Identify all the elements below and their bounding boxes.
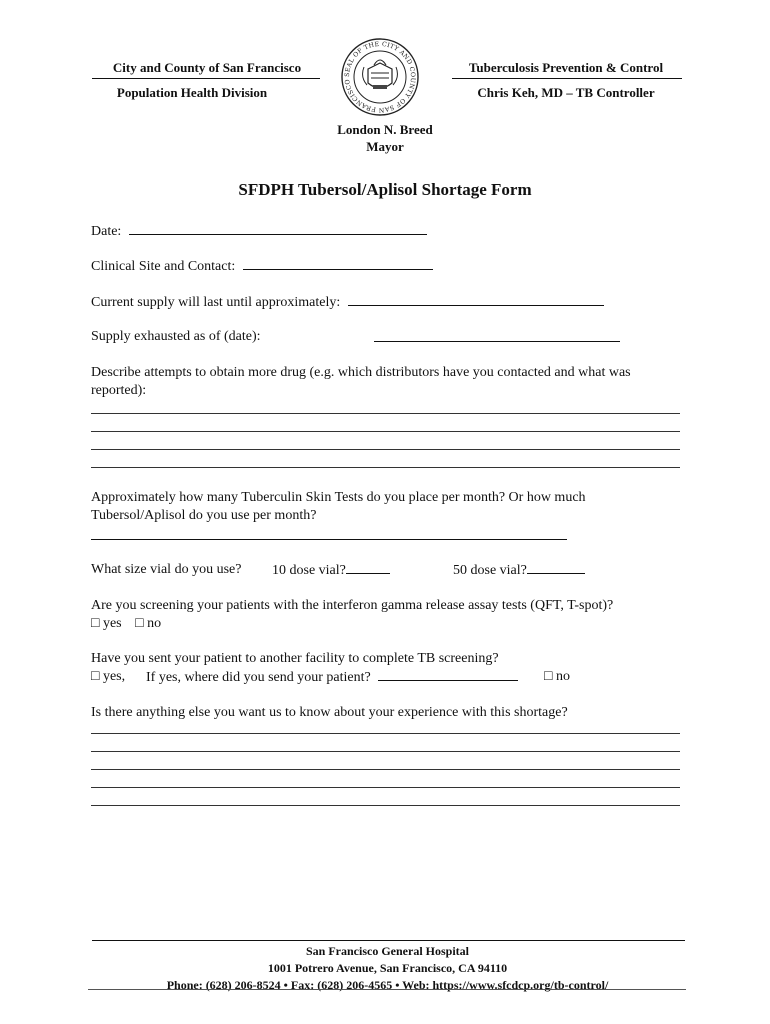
footer-hospital: San Francisco General Hospital [306, 944, 469, 958]
referral-where-row [146, 668, 518, 687]
igra-options [91, 615, 161, 633]
anything-else-line[interactable] [91, 769, 680, 770]
site-field[interactable] [243, 257, 433, 270]
igra-no-checkbox[interactable]: □ no [135, 616, 162, 631]
vial-50-row [453, 561, 585, 580]
referral-yes-checkbox[interactable]: □ yes, [91, 669, 126, 684]
referral-where-label: If yes, where did you send your patient? [146, 670, 371, 685]
mayor-title: Mayor [366, 139, 404, 154]
anything-else-line[interactable] [91, 805, 680, 806]
anything-else-line[interactable] [91, 733, 680, 734]
referral-no-checkbox[interactable]: □ no [544, 669, 570, 684]
header-division: Population Health Division [116, 85, 268, 100]
igra-yes-checkbox[interactable]: □ yes [91, 616, 122, 631]
supply-until-label: Current supply will last until approximately: [91, 295, 341, 310]
attempts-label: Describe attempts to obtain more drug (e.g. which distributors have you contacted and what was reported): [91, 365, 631, 398]
vial-50-label: 50 dose vial? [453, 563, 527, 578]
header-right-rule [452, 78, 682, 79]
vial-10-row [272, 561, 390, 580]
vial-10-field[interactable] [346, 561, 390, 574]
attempts-line[interactable] [91, 431, 680, 432]
header-department: City and County of San Francisco [112, 60, 302, 75]
supply-until-row [91, 293, 604, 312]
supply-until-field[interactable] [348, 293, 604, 306]
vial-50-field[interactable] [527, 561, 585, 574]
site-label: Clinical Site and Contact: [91, 259, 236, 274]
site-row [91, 257, 433, 276]
date-row [91, 222, 427, 241]
footer-rule [92, 940, 685, 941]
vial-label: What size vial do you use? [91, 562, 242, 577]
exhausted-row [91, 328, 261, 346]
form-title: SFDPH Tubersol/Aplisol Shortage Form [238, 180, 532, 199]
tst-label: Approximately how many Tuberculin Skin Tests do you place per month? Or how much Tubersol/Aplisol do you use per month? [91, 490, 586, 523]
city-seal [340, 37, 420, 117]
attempts-line[interactable] [91, 449, 680, 450]
footer-contact: Phone: (628) 206-8524 • Fax: (628) 206-4565 • Web: https://www.sfcdcp.org/tb-control/ [166, 978, 609, 992]
igra-label: Are you screening your patients with the interferon gamma release assay tests (QFT, T-spot)? [91, 598, 614, 613]
referral-label: Have you sent your patient to another facility to complete TB screening? [91, 651, 499, 666]
attempts-line[interactable] [91, 467, 680, 468]
date-field[interactable] [129, 222, 427, 235]
anything-else-line[interactable] [91, 751, 680, 752]
referral-where-field[interactable] [378, 668, 518, 681]
exhausted-label: Supply exhausted as of (date): [91, 329, 261, 344]
header-left-rule [92, 78, 320, 79]
anything-else-line[interactable] [91, 787, 680, 788]
anything-else-label: Is there anything else you want us to know about your experience with this shortage? [91, 705, 568, 720]
date-label: Date: [91, 224, 122, 239]
header-controller: Chris Keh, MD – TB Controller [477, 85, 655, 100]
svg-text:SEAL OF THE CITY AND COUNTY OF: SEAL OF THE CITY AND COUNTY OF SAN FRANCISCO [343, 40, 417, 114]
footer-bottom-rule [88, 989, 686, 990]
vial-10-label: 10 dose vial? [272, 563, 346, 578]
header-program: Tuberculosis Prevention & Control [468, 60, 664, 75]
tst-field[interactable] [91, 539, 567, 540]
footer-address: 1001 Potrero Avenue, San Francisco, CA 94110 [267, 961, 508, 975]
exhausted-field[interactable] [374, 341, 620, 342]
attempts-line[interactable] [91, 413, 680, 414]
mayor-name: London N. Breed [337, 122, 433, 137]
